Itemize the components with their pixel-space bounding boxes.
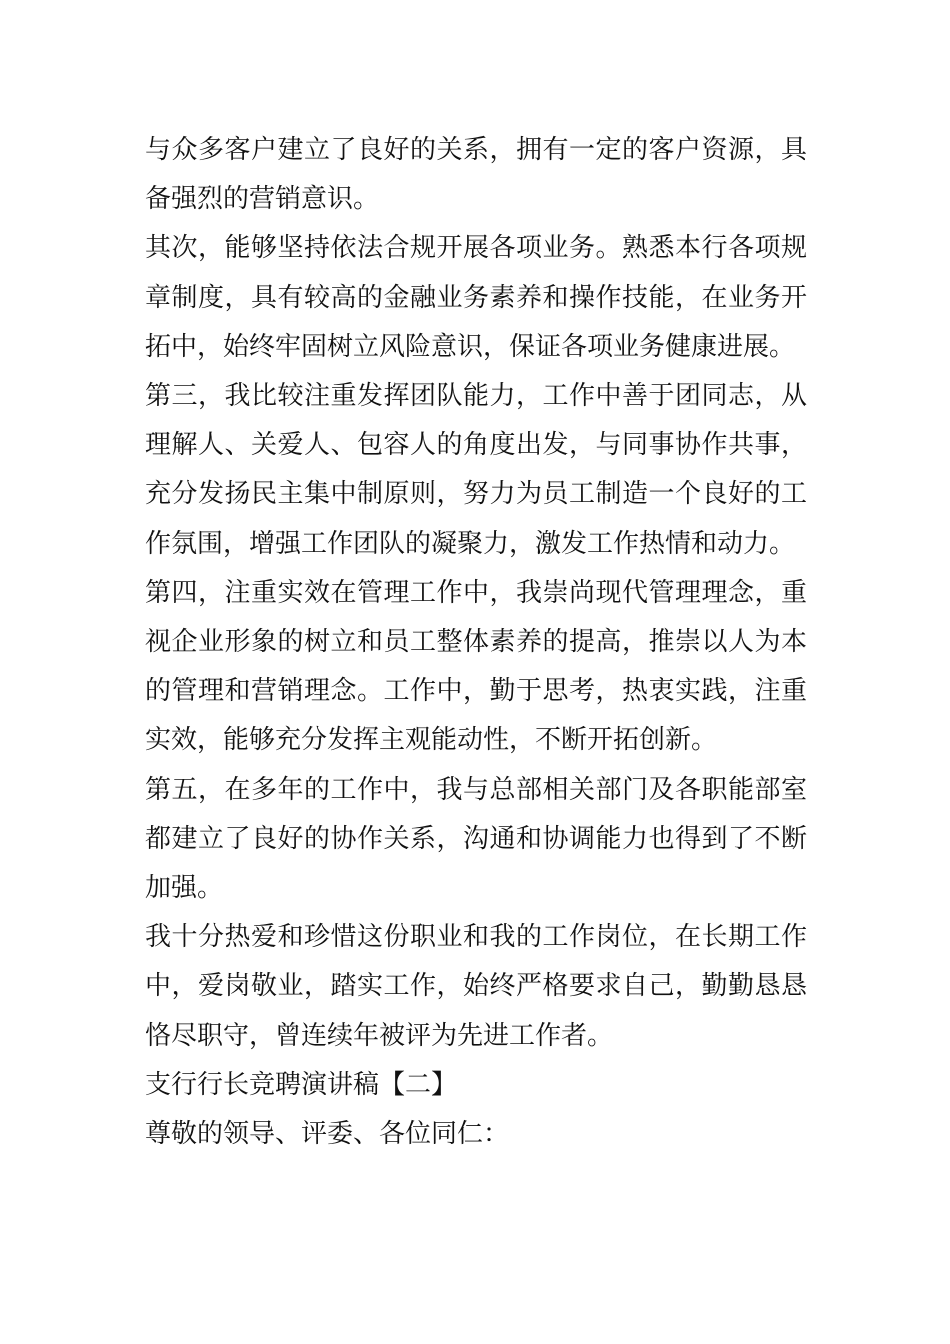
- paragraph-customer-relations: 与众多客户建立了良好的关系，拥有一定的客户资源，具备强烈的营销意识。: [145, 135, 807, 215]
- section-title: 支行行长竞聘演讲稿【二】: [145, 1069, 458, 1100]
- paragraph-management: 第四，注重实效在管理工作中，我崇尚现代管理理念，重视企业形象的树立和员工整体素养的提高，推崇以人为本的管理和营销理念。工作中，勤于思考，热衷实践，注重实效，能够充分发挥主观能动性，不断开拓创新。: [145, 577, 807, 756]
- document-body: [145, 126, 807, 1159]
- paragraph-teamwork: 第三，我比较注重发挥团队能力，工作中善于团同志，从理解人、关爱人、包容人的角度出发，与同事协作共事，充分发扬民主集中制原则，努力为员工制造一个良好的工作氛围，增强工作团队的凝聚力，激发工作热情和动力。: [145, 381, 807, 559]
- salutation: 尊敬的领导、评委、各位同仁：: [145, 1119, 510, 1150]
- paragraph-cooperation: 第五，在多年的工作中，我与总部相关部门及各职能部室都建立了良好的协作关系，沟通和协调能力也得到了不断加强。: [145, 774, 807, 904]
- paragraph-dedication: 我十分热爱和珍惜这份职业和我的工作岗位，在长期工作中，爱岗敬业，踏实工作，始终严格要求自己，勤勤恳恳恪尽职守，曾连续年被评为先进工作者。: [145, 922, 807, 1051]
- paragraph-compliance: 其次，能够坚持依法合规开展各项业务。熟悉本行各项规章制度，具有较高的金融业务素养和操作技能，在业务开拓中，始终牢固树立风险意识，保证各项业务健康进展。: [145, 233, 807, 362]
